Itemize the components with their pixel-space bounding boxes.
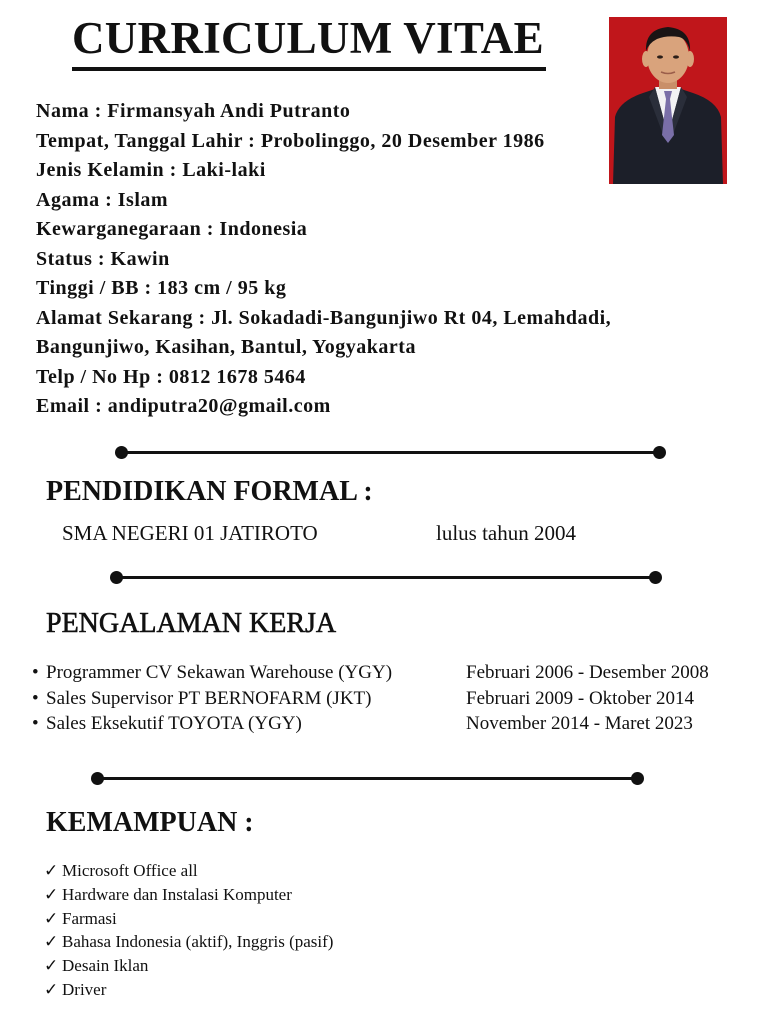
list-item (32, 686, 752, 712)
list-item (44, 954, 333, 978)
education-school: SMA NEGERI 01 JATIROTO (62, 521, 318, 545)
divider-dot (653, 446, 666, 459)
title-underline (72, 67, 546, 71)
skill-label: Bahasa Indonesia (aktif), Inggris (pasif) (62, 932, 334, 952)
skill-label: Microsoft Office all (62, 861, 198, 880)
checkmark-icon: ✓ (44, 908, 59, 928)
bullet-icon: • (32, 687, 39, 709)
list-item (44, 883, 333, 907)
list-item (44, 859, 333, 883)
info-religion: Agama : Islam (36, 188, 169, 211)
job-period: November 2014 - Maret 2023 (466, 713, 693, 734)
bullet-icon: • (32, 662, 39, 683)
skill-label: Driver (62, 979, 107, 999)
education-year: lulus tahun 2004 (436, 521, 576, 545)
info-address-line-2: Bangunjiwo, Kasihan, Bantul, Yogyakarta (36, 336, 416, 358)
info-nationality: Kewarganegaraan : Indonesia (36, 218, 308, 240)
education-heading: PENDIDIKAN FORMAL : (46, 476, 373, 507)
page-title: CURRICULUM VITAE (72, 13, 544, 63)
section-divider (121, 451, 660, 454)
job-period: Februari 2006 - Desember 2008 (466, 662, 709, 683)
checkmark-icon: ✓ (44, 956, 59, 976)
divider-dot (649, 571, 662, 584)
checkmark-icon: ✓ (44, 861, 59, 880)
divider-dot (115, 446, 128, 459)
job-period: Februari 2009 - Oktober 2014 (466, 687, 694, 709)
info-height-weight: Tinggi / BB : 183 cm / 95 kg (36, 277, 287, 299)
education-entry (62, 519, 576, 547)
experience-list (32, 660, 752, 737)
divider-dot (91, 772, 104, 785)
divider-dot (110, 571, 123, 584)
list-item (32, 711, 752, 737)
list-item (44, 907, 333, 931)
personal-info (36, 97, 676, 422)
job-title: Sales Eksekutif TOYOTA (YGY) (46, 713, 302, 734)
info-birth: Tempat, Tanggal Lahir : Probolinggo, 20 Desember 1986 (36, 129, 545, 152)
bullet-icon: • (32, 713, 39, 734)
skills-list (44, 859, 333, 1002)
skill-label: Farmasi (62, 908, 117, 928)
info-name: Nama : Firmansyah Andi Putranto (36, 100, 351, 122)
job-title: Sales Supervisor PT BERNOFARM (JKT) (46, 687, 372, 709)
section-divider (116, 576, 656, 579)
job-title: Programmer CV Sekawan Warehouse (YGY) (46, 662, 393, 683)
info-address-line-1: Alamat Sekarang : Jl. Sokadadi-Bangunjiwo Rt 04, Lemahdadi, (36, 306, 612, 329)
skill-label: Hardware dan Instalasi Komputer (62, 884, 292, 904)
list-item (44, 978, 333, 1002)
list-item (32, 660, 752, 686)
divider-dot (631, 772, 644, 785)
info-status: Status : Kawin (36, 247, 170, 270)
experience-heading: PENGALAMAN KERJA (46, 608, 337, 639)
info-email: Email : andiputra20@gmail.com (36, 395, 331, 417)
info-phone: Telp / No Hp : 0812 1678 5464 (36, 365, 306, 388)
info-gender: Jenis Kelamin : Laki-laki (36, 159, 266, 181)
checkmark-icon: ✓ (44, 979, 59, 999)
section-divider (97, 777, 638, 780)
checkmark-icon: ✓ (44, 932, 59, 952)
skills-heading: KEMAMPUAN : (46, 807, 254, 838)
list-item (44, 930, 333, 954)
checkmark-icon: ✓ (44, 884, 59, 904)
skill-label: Desain Iklan (62, 956, 149, 976)
